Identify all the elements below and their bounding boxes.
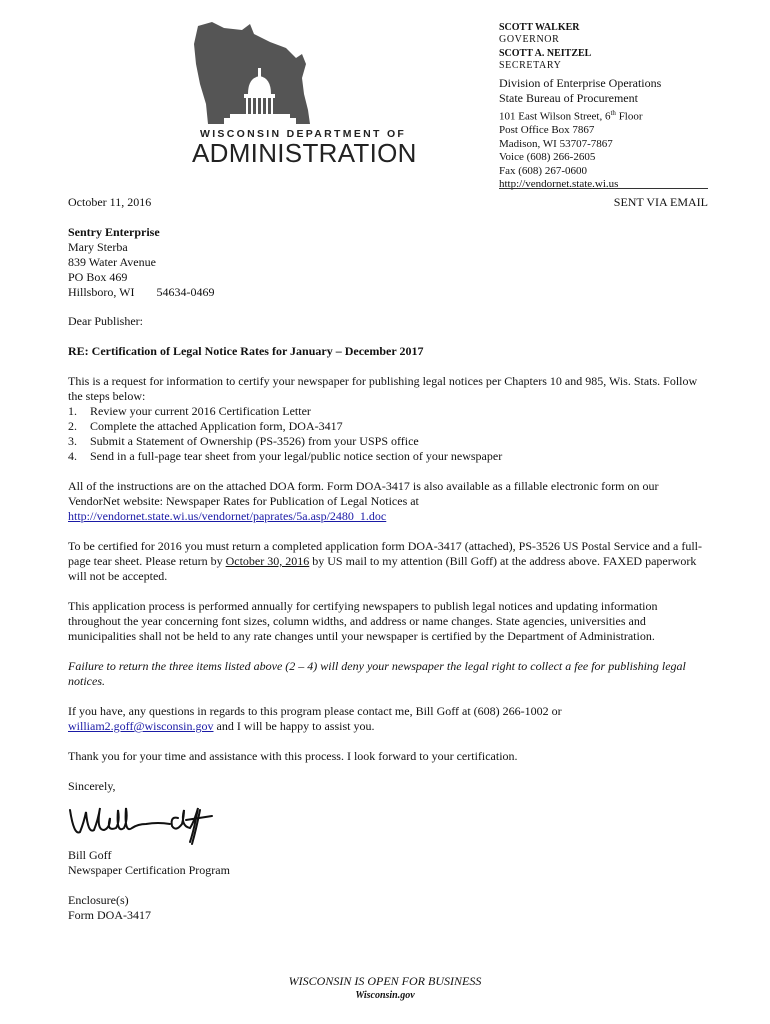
- letter-date: October 11, 2016: [68, 195, 152, 209]
- list-item: [68, 404, 708, 419]
- step-text: Complete the attached Application form, DOA-3417: [90, 419, 343, 433]
- signer-program: Newspaper Certification Program: [68, 863, 230, 877]
- step-text: Send in a full-page tear sheet from your legal/public notice section of your newspaper: [90, 449, 503, 463]
- agency-fax: Fax (608) 267-0600: [499, 164, 587, 177]
- instructions-paragraph: [68, 479, 708, 524]
- wisconsin-capitol-icon: [190, 20, 400, 126]
- enclosure-item: Form DOA-3417: [68, 908, 151, 922]
- questions-text-b: and I will be happy to assist you.: [213, 719, 375, 733]
- instructions-text: All of the instructions are on the attached DOA form. Form DOA-3417 is also available as a fillable electronic form on our VendorNet website: Newspaper Rates for Publication of Legal Notices at: [68, 479, 659, 508]
- letter-body: [68, 374, 708, 809]
- contact-email-link[interactable]: william2.goff@wisconsin.gov: [68, 719, 214, 733]
- bureau-name: State Bureau of Procurement: [499, 91, 638, 105]
- signature-image: [66, 796, 226, 846]
- recipient-street: 839 Water Avenue: [68, 255, 156, 269]
- list-item: [68, 419, 708, 434]
- annual-paragraph: This application process is performed annually for certifying newspapers to publish legal notices and updating information throughout the year concerning font sizes, column widths, and address or name changes. State agencies, universities and municipalities shall not be held to any rate changes until your newspaper is certified by the Department of Administration.: [68, 599, 658, 643]
- instructions-link[interactable]: http://vendornet.state.wi.us/vendornet/paprates/5a.asp/2480_1.doc: [68, 509, 387, 523]
- warning-paragraph: Failure to return the three items listed above (2 – 4) will deny your newspaper the legal right to collect a fee for publishing legal notices.: [68, 659, 686, 688]
- signer-name: Bill Goff: [68, 848, 112, 862]
- street-suffix: Floor: [615, 110, 643, 123]
- thanks-paragraph: Thank you for your time and assistance with this process. I look forward to your certification.: [68, 749, 518, 763]
- governor-name: SCOTT WALKER: [499, 22, 580, 33]
- step-number: 2.: [68, 419, 77, 433]
- agency-po-box: Post Office Box 7867: [499, 124, 595, 137]
- salutation: Dear Publisher:: [68, 314, 143, 328]
- street-sup: th: [610, 109, 616, 117]
- subject-line: RE: Certification of Legal Notice Rates for January – December 2017: [68, 344, 424, 358]
- list-item: [68, 449, 708, 464]
- step-number: 3.: [68, 434, 77, 448]
- footer-site[interactable]: Wisconsin.gov: [355, 990, 415, 1001]
- questions-text-a: If you have, any questions in regards to this program please contact me, Bill Goff at (608) 266-1002 or: [68, 704, 562, 718]
- recipient-po-box: PO Box 469: [68, 270, 128, 284]
- agency-block: [499, 76, 661, 106]
- agency-website[interactable]: http://vendornet.state.wi.us: [499, 178, 619, 191]
- division-name: Division of Enterprise Operations: [499, 76, 662, 90]
- step-text: Submit a Statement of Ownership (PS-3526) from your USPS office: [90, 434, 419, 448]
- step-text: Review your current 2016 Certification Letter: [90, 404, 311, 418]
- officials-block: [499, 22, 591, 74]
- signer-block: [68, 848, 230, 878]
- list-item: [68, 434, 708, 449]
- enclosures-block: [68, 893, 151, 923]
- street-text: 101 East Wilson Street, 6: [499, 110, 611, 123]
- recipient-contact: Mary Sterba: [68, 240, 128, 254]
- step-number: 1.: [68, 404, 77, 418]
- agency-voice: Voice (608) 266-2605: [499, 151, 596, 164]
- secretary-name: SCOTT A. NEITZEL: [499, 48, 592, 59]
- questions-paragraph: [68, 704, 708, 734]
- steps-list: [68, 404, 708, 464]
- return-paragraph: [68, 539, 708, 584]
- recipient-city: Hillsboro, WI: [68, 285, 135, 299]
- doa-logo: [190, 20, 417, 170]
- recipient-zip: 54634-0469: [156, 285, 215, 299]
- governor-title: GOVERNOR: [499, 34, 560, 45]
- agency-city: Madison, WI 53707-7867: [499, 137, 613, 150]
- logo-text-administration: ADMINISTRATION: [192, 138, 417, 168]
- recipient-city-line: [68, 285, 214, 300]
- footer-slogan: WISCONSIN IS OPEN FOR BUSINESS: [288, 974, 482, 988]
- secretary-title: SECRETARY: [499, 60, 562, 71]
- intro-paragraph: This is a request for information to certify your newspaper for publishing legal notices per Chapters 10 and 985, Wis. Stats. Follow the steps below:: [68, 374, 698, 403]
- recipient-company: Sentry Enterprise: [68, 225, 160, 239]
- agency-address: [499, 107, 643, 192]
- agency-street: [499, 107, 643, 124]
- closing: Sincerely,: [68, 779, 116, 793]
- header-divider: [499, 188, 708, 189]
- logo-text-department: WISCONSIN DEPARTMENT OF: [200, 128, 407, 140]
- sent-via-label: SENT VIA EMAIL: [613, 195, 708, 209]
- return-text-b: by US mail to my attention (Bill Goff) at the address above. FAXED paperwork will not be accepted.: [68, 554, 697, 583]
- return-text-a: To be certified for 2016 you must return a completed application form DOA-3417 (attached), PS-3526 US Postal Service and a full-page tear sheet. Please return by: [68, 539, 702, 568]
- recipient-address: [68, 225, 214, 300]
- step-number: 4.: [68, 449, 77, 463]
- enclosures-heading: Enclosure(s): [68, 893, 129, 907]
- return-deadline: October 30, 2016: [225, 554, 310, 568]
